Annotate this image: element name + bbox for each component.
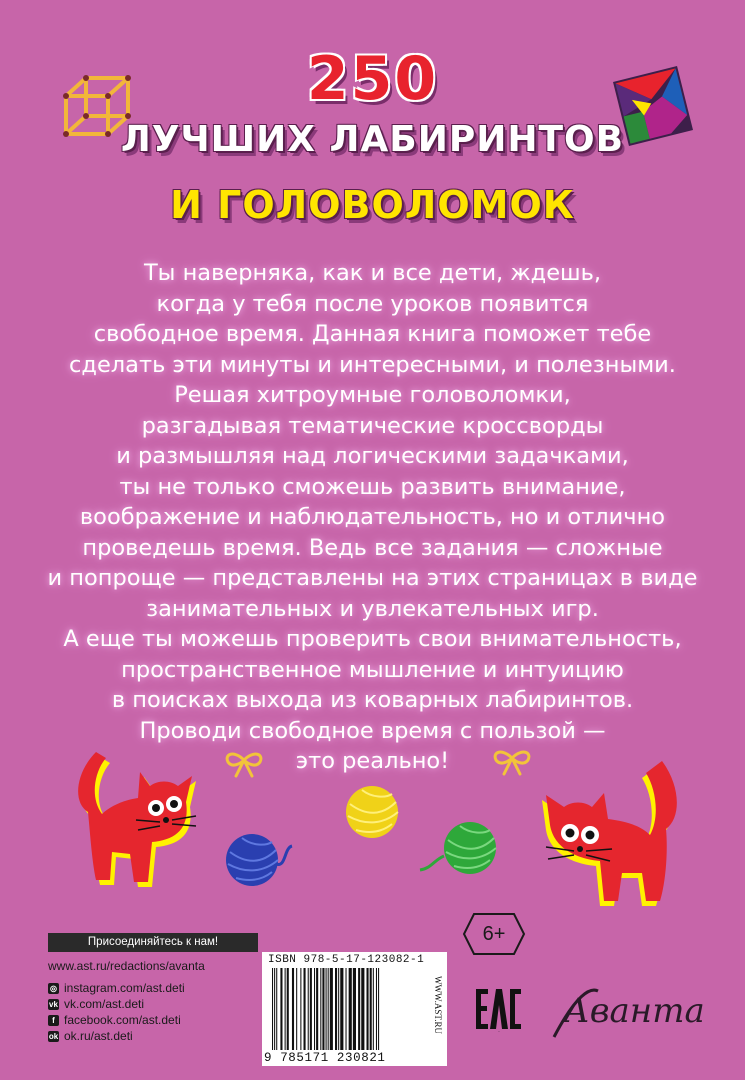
- barcode-bar: [285, 968, 286, 1050]
- barcode-bar: [376, 968, 377, 1050]
- social-link-vk[interactable]: [48, 996, 185, 1012]
- barcode-bar: [287, 968, 289, 1050]
- barcode-panel: [262, 952, 447, 1066]
- description-line: А еще ты можешь проверить свои внимательность,: [63, 626, 682, 652]
- isbn-text: ISBN 978-5-17-123082-1: [268, 954, 425, 966]
- barcode-bar: [292, 968, 294, 1050]
- barcode-bar: [361, 968, 364, 1050]
- description-line: и размышляя над логическими задачками,: [116, 443, 629, 469]
- description-line: проведешь время. Ведь все задания — сложные: [82, 534, 663, 561]
- publisher-logo: [546, 985, 705, 1045]
- description-line: сделать эти минуты и интересными, и полезными.: [69, 351, 676, 378]
- barcode-bar: [314, 968, 315, 1050]
- age-rating-text: 6+: [482, 923, 506, 945]
- description-line: это реально!: [295, 748, 450, 774]
- barcode-bar: [320, 968, 321, 1050]
- age-rating-badge: [462, 912, 526, 956]
- description-line: свободное время. Данная книга поможет тебе: [93, 321, 652, 347]
- red-cat-illustration: [66, 742, 206, 892]
- social-link-facebook[interactable]: [48, 1012, 185, 1028]
- red-cat-illustration: [542, 755, 692, 915]
- barcode-bar: [274, 968, 275, 1050]
- description-line: пространственное мышление и интуицию: [121, 656, 624, 683]
- barcode-bar: [358, 968, 360, 1050]
- barcode-bar: [330, 968, 333, 1050]
- eac-certification-mark: [474, 985, 522, 1033]
- description-line: занимательных и увлекательных игр.: [146, 595, 599, 622]
- social-link-text: ok.ru/ast.deti: [64, 1029, 133, 1043]
- barcode-bar: [378, 968, 379, 1050]
- barcode-bar: [276, 968, 277, 1050]
- barcode-bar: [296, 968, 297, 1050]
- title-number: 250: [306, 44, 439, 114]
- social-link-text: instagram.com/ast.deti: [64, 981, 185, 995]
- publisher-website-link[interactable]: www.ast.ru/redactions/avanta: [48, 959, 205, 973]
- barcode: [268, 968, 428, 1050]
- yarn-ball-yellow: [340, 782, 404, 842]
- bow-icon: [490, 748, 534, 778]
- description-line: Проводи свободное время с пользой —: [139, 717, 606, 744]
- bow-icon: [222, 750, 266, 780]
- social-link-ok[interactable]: [48, 1028, 185, 1044]
- vk-icon: vk: [49, 999, 58, 1009]
- facebook-icon: f: [48, 1015, 59, 1026]
- social-link-text: facebook.com/ast.deti: [64, 1013, 181, 1027]
- barcode-bar: [370, 968, 372, 1050]
- social-links: [48, 980, 185, 1044]
- social-link-instagram[interactable]: [48, 980, 185, 996]
- barcode-bar: [353, 968, 356, 1050]
- description-line: когда у тебя после уроков появится: [156, 290, 589, 317]
- description-line: Решая хитроумные головоломки,: [174, 382, 571, 408]
- barcode-bar: [335, 968, 337, 1050]
- description-line: Ты наверняка, как и все дети, ждешь,: [143, 260, 602, 286]
- ok-icon: ok: [48, 1031, 59, 1041]
- barcode-bar: [300, 968, 301, 1050]
- barcode-bar: [280, 968, 282, 1050]
- barcode-bar: [308, 968, 309, 1050]
- barcode-bar: [367, 968, 369, 1050]
- yarn-ball-blue: [222, 828, 302, 892]
- barcode-number: 9 785171 230821: [264, 1051, 386, 1065]
- barcode-bar: [304, 968, 306, 1050]
- barcode-bar: [272, 968, 273, 1050]
- barcode-bar: [310, 968, 312, 1050]
- svg-text:EAC: EAC: [498, 1032, 500, 1033]
- description-line: ты не только сможешь развить внимание,: [119, 473, 626, 500]
- yarn-ball-green: [414, 812, 500, 882]
- description-line: и попроще — представлены на этих страницах в виде: [47, 565, 698, 591]
- title-line-1: ЛУЧШИХ ЛАБИРИНТОВ: [120, 119, 625, 160]
- description-line: воображение и наблюдательность, но и отлично: [79, 504, 666, 530]
- instagram-icon: ◎: [48, 983, 59, 994]
- barcode-bar: [349, 968, 352, 1050]
- publisher-name: Аванта: [564, 991, 705, 1031]
- title-line-2: И ГОЛОВОЛОМОК: [170, 183, 575, 227]
- description-line: в поисках выхода из коварных лабиринтов.: [111, 687, 634, 713]
- vertical-url: WWW.AST.RU: [433, 976, 443, 1034]
- barcode-bar: [340, 968, 343, 1050]
- description-line: разгадывая тематические кроссворды: [141, 412, 604, 439]
- barcode-bar: [322, 968, 324, 1050]
- social-link-text: vk.com/ast.deti: [64, 997, 145, 1011]
- join-us-banner: Присоединяйтесь к нам!: [48, 933, 258, 952]
- barcode-bar: [316, 968, 318, 1050]
- description-text: [30, 258, 715, 777]
- barcode-bar: [326, 968, 327, 1050]
- barcode-bar: [338, 968, 339, 1050]
- barcode-bar: [328, 968, 329, 1050]
- barcode-bar: [373, 968, 374, 1050]
- barcode-bar: [346, 968, 347, 1050]
